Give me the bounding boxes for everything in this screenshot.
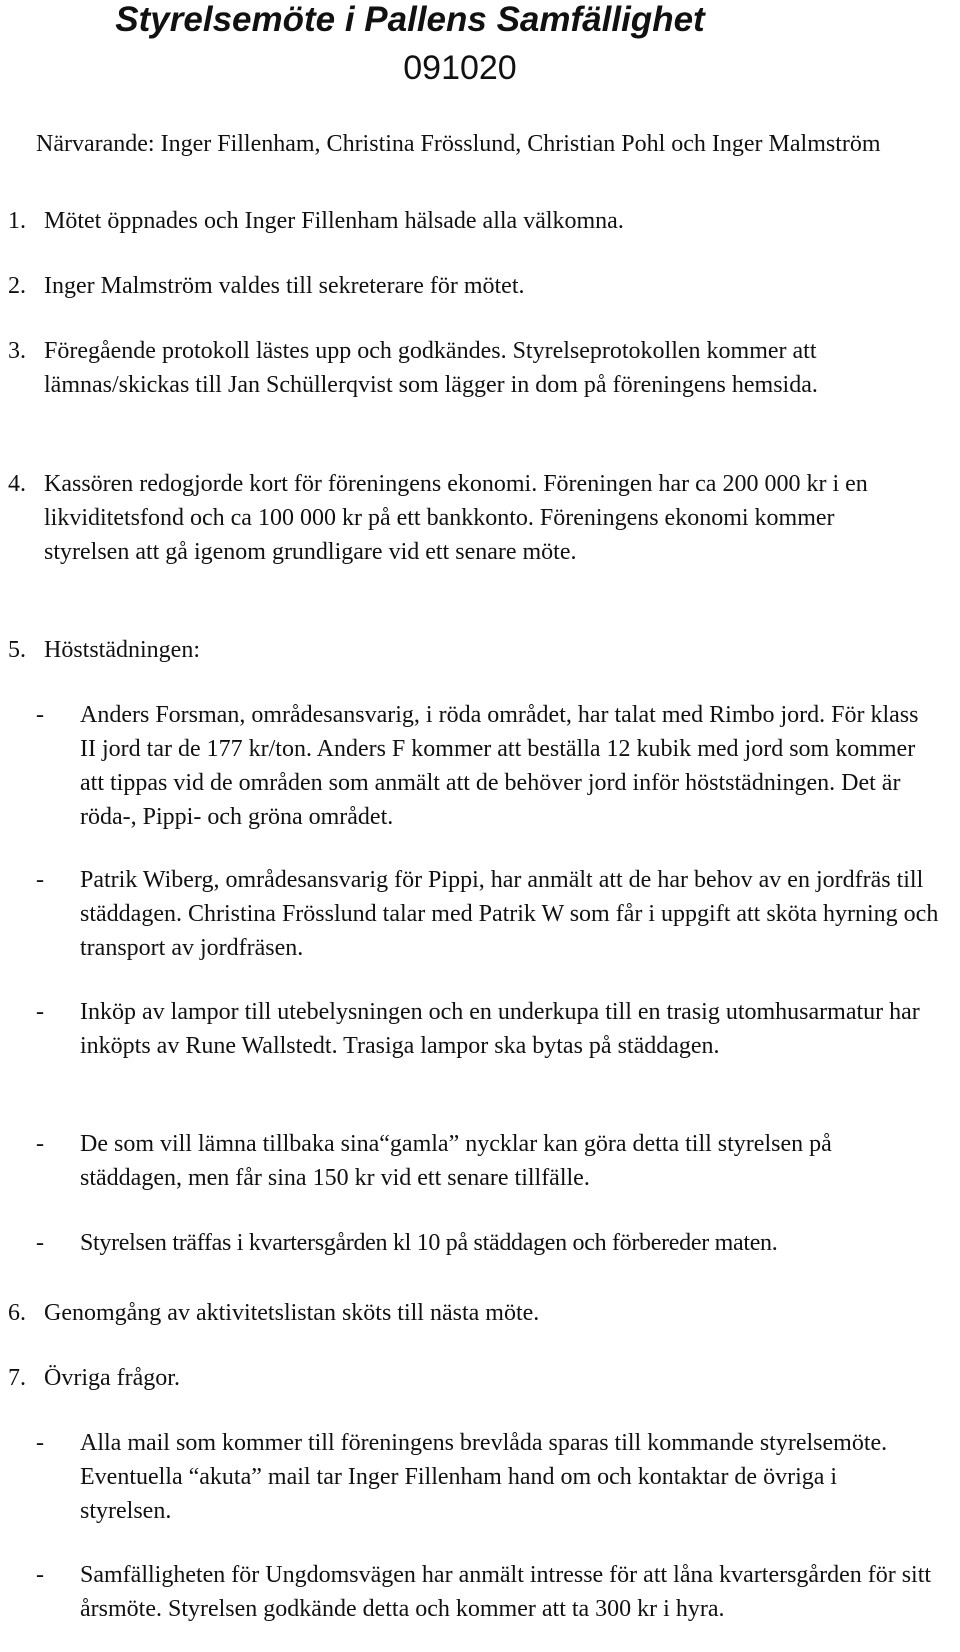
agenda-item-2 — [8, 269, 938, 303]
agenda-item-4 — [8, 467, 898, 569]
meeting-date: 091020 — [403, 49, 517, 87]
item-number: 4. — [8, 471, 26, 497]
attendees-paragraph: Närvarande: Inger Fillenham, Christina Frösslund, Christian Pohl och Inger Malmström — [36, 131, 881, 157]
bullet-text: De som vill lämna tillbaka sina“gamla” nycklar kan göra detta till styrelsen på städdagen, men får sina 150 kr vid ett senare tillfälle. — [80, 1131, 832, 1191]
bullet-item — [36, 1226, 960, 1260]
item-number: 6. — [8, 1300, 26, 1326]
bullet-dash: - — [36, 1131, 44, 1157]
bullet-text: Patrik Wiberg, områdesansvarig för Pippi, har anmält att de har behov av en jordfräs till städdagen. Christina Frösslund talar med Patrik W som får i uppgift att sköta hyrning och transport av jordfräsen. — [80, 867, 939, 961]
item-text: Höststädningen: — [44, 637, 200, 663]
bullet-item — [36, 995, 936, 1063]
bullet-text: Anders Forsman, områdesansvarig, i röda området, har talat med Rimbo jord. För klass II jord tar de 177 kr/ton. Anders F kommer att beställa 12 kubik med jord som kommer att tippas vid de områden som anmält att de behöver jord inför höststädningen. Det är röda-, Pippi- och gröna området. — [80, 702, 919, 830]
item-number: 7. — [8, 1365, 26, 1391]
bullet-dash: - — [36, 1230, 44, 1256]
bullet-dash: - — [36, 867, 44, 893]
document-title: Styrelsemöte i Pallens Samfällighet — [115, 0, 705, 39]
agenda-item-1 — [8, 204, 938, 238]
bullet-item — [36, 1127, 916, 1195]
bullet-text: Inköp av lampor till utebelysningen och en underkupa till en trasig utomhusarmatur har inköpts av Rune Wallstedt. Trasiga lampor ska bytas på städdagen. — [80, 999, 920, 1059]
item-number: 1. — [8, 208, 26, 234]
item-text: Föregående protokoll lästes upp och godkändes. Styrelseprotokollen kommer att lämnas/skickas till Jan Schüllerqvist som lägger in dom på föreningens hemsida. — [44, 338, 818, 398]
agenda-item-5 — [8, 633, 938, 667]
item-number: 5. — [8, 637, 26, 663]
item-number: 2. — [8, 273, 26, 299]
bullet-dash: - — [36, 1430, 44, 1456]
item-number: 3. — [8, 338, 26, 364]
item-text: Kassören redogjorde kort för föreningens ekonomi. Föreningen har ca 200 000 kr i en likviditetsfond och ca 100 000 kr på ett bankkonto. Föreningens ekonomi kommer styrelsen att gå igenom grundligare vid ett senare möte. — [44, 471, 868, 565]
bullet-item — [36, 863, 960, 965]
item-text: Övriga frågor. — [44, 1365, 180, 1391]
bullet-text: Alla mail som kommer till föreningens brevlåda sparas till kommande styrelsemöte. Eventuella “akuta” mail tar Inger Fillenham hand om och kontaktar de övriga i styrelsen. — [80, 1430, 888, 1524]
item-text: Genomgång av aktivitetslistan sköts till nästa möte. — [44, 1300, 540, 1326]
bullet-dash: - — [36, 1562, 44, 1588]
item-text: Mötet öppnades och Inger Fillenham hälsade alla välkomna. — [44, 208, 624, 234]
bullet-text: Styrelsen träffas i kvartersgården kl 10 på städdagen och förbereder maten. — [80, 1230, 778, 1256]
bullet-text: Samfälligheten för Ungdomsvägen har anmält intresse för att låna kvartersgården för sitt årsmöte. Styrelsen godkände detta och kommer att ta 300 kr i hyra. — [80, 1562, 932, 1622]
agenda-item-6 — [8, 1296, 938, 1330]
bullet-item — [36, 698, 936, 834]
agenda-item-7 — [8, 1361, 938, 1395]
bullet-dash: - — [36, 702, 44, 728]
bullet-item — [36, 1426, 916, 1528]
agenda-item-3 — [8, 334, 908, 402]
item-text: Inger Malmström valdes till sekreterare för mötet. — [44, 273, 525, 299]
bullet-item — [36, 1558, 936, 1626]
bullet-dash: - — [36, 999, 44, 1025]
